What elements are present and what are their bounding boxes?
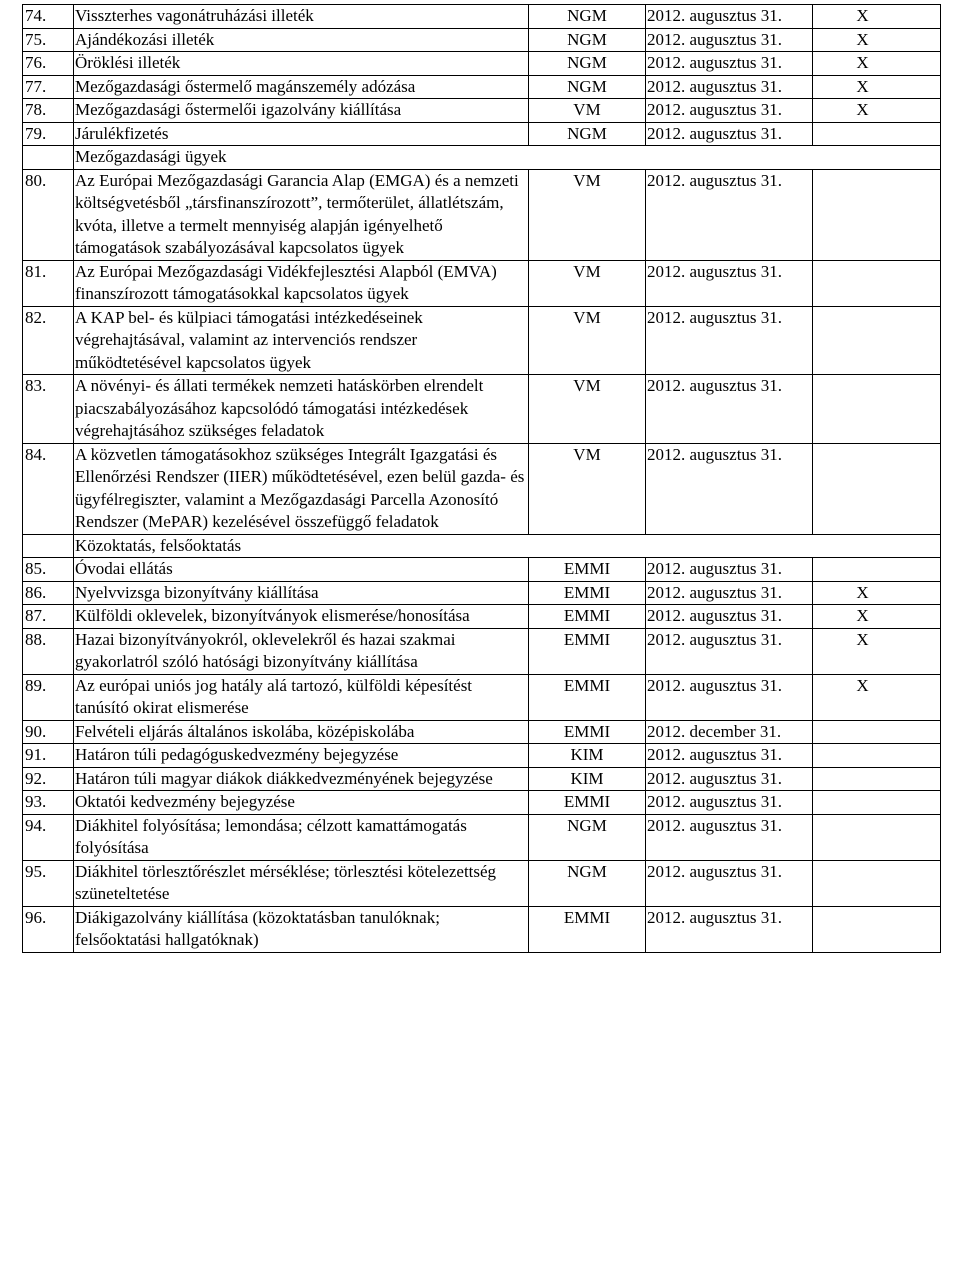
row-deadline: 2012. augusztus 31. [646, 99, 813, 123]
row-mark [813, 306, 941, 375]
table-row [23, 169, 941, 260]
row-deadline: 2012. augusztus 31. [646, 122, 813, 146]
procedure-table-body [23, 5, 941, 953]
table-row [23, 443, 941, 534]
table-row [23, 906, 941, 952]
row-ministry: EMMI [529, 720, 646, 744]
table-row [23, 558, 941, 582]
row-mark [813, 260, 941, 306]
row-number: 80. [23, 169, 74, 260]
row-ministry: NGM [529, 814, 646, 860]
table-row [23, 860, 941, 906]
row-description: Visszterhes vagonátruházási illeték [74, 5, 529, 29]
row-description: Járulékfizetés [74, 122, 529, 146]
row-ministry: NGM [529, 5, 646, 29]
row-deadline: 2012. augusztus 31. [646, 558, 813, 582]
row-deadline: 2012. augusztus 31. [646, 260, 813, 306]
row-ministry: EMMI [529, 605, 646, 629]
section-title: Mezőgazdasági ügyek [74, 146, 941, 170]
section-number-cell [23, 146, 74, 170]
row-number: 95. [23, 860, 74, 906]
row-mark: X [813, 99, 941, 123]
row-description: Határon túli magyar diákok diákkedvezményének bejegyzése [74, 767, 529, 791]
row-deadline: 2012. augusztus 31. [646, 28, 813, 52]
row-mark: X [813, 581, 941, 605]
row-description: A növényi- és állati termékek nemzeti hatáskörben elrendelt piacszabályozásához kapcsolódó támogatási intézkedések végrehajtásához szükséges feladatok [74, 375, 529, 444]
row-deadline: 2012. augusztus 31. [646, 75, 813, 99]
row-number: 96. [23, 906, 74, 952]
row-mark [813, 720, 941, 744]
row-deadline: 2012. augusztus 31. [646, 674, 813, 720]
row-number: 81. [23, 260, 74, 306]
row-ministry: NGM [529, 52, 646, 76]
row-number: 76. [23, 52, 74, 76]
table-row [23, 375, 941, 444]
row-number: 79. [23, 122, 74, 146]
table-row [23, 814, 941, 860]
table-row [23, 605, 941, 629]
row-number: 83. [23, 375, 74, 444]
row-mark [813, 443, 941, 534]
row-deadline: 2012. augusztus 31. [646, 375, 813, 444]
row-ministry: EMMI [529, 906, 646, 952]
row-number: 86. [23, 581, 74, 605]
row-mark: X [813, 605, 941, 629]
row-ministry: KIM [529, 767, 646, 791]
section-title: Közoktatás, felsőoktatás [74, 534, 941, 558]
row-deadline: 2012. augusztus 31. [646, 443, 813, 534]
row-number: 85. [23, 558, 74, 582]
procedure-table [22, 4, 941, 953]
table-row [23, 744, 941, 768]
row-ministry: EMMI [529, 628, 646, 674]
row-deadline: 2012. augusztus 31. [646, 767, 813, 791]
row-description: Diákhitel törlesztőrészlet mérséklése; törlesztési kötelezettség szüneteltetése [74, 860, 529, 906]
section-header-row [23, 146, 941, 170]
row-mark: X [813, 28, 941, 52]
row-description: Óvodai ellátás [74, 558, 529, 582]
row-ministry: VM [529, 260, 646, 306]
row-mark [813, 767, 941, 791]
row-mark [813, 814, 941, 860]
row-ministry: NGM [529, 860, 646, 906]
table-row [23, 628, 941, 674]
row-deadline: 2012. augusztus 31. [646, 628, 813, 674]
row-description: Diákigazolvány kiállítása (közoktatásban tanulóknak; felsőoktatási hallgatóknak) [74, 906, 529, 952]
row-ministry: NGM [529, 122, 646, 146]
row-deadline: 2012. augusztus 31. [646, 814, 813, 860]
row-number: 88. [23, 628, 74, 674]
table-row [23, 260, 941, 306]
table-row [23, 306, 941, 375]
row-number: 89. [23, 674, 74, 720]
table-row [23, 791, 941, 815]
row-mark: X [813, 5, 941, 29]
table-row [23, 581, 941, 605]
row-number: 82. [23, 306, 74, 375]
row-mark: X [813, 674, 941, 720]
row-description: Nyelvvizsga bizonyítvány kiállítása [74, 581, 529, 605]
row-mark [813, 744, 941, 768]
row-description: Az Európai Mezőgazdasági Vidékfejlesztési Alapból (EMVA) finanszírozott támogatásokkal kapcsolatos ügyek [74, 260, 529, 306]
row-number: 93. [23, 791, 74, 815]
row-deadline: 2012. december 31. [646, 720, 813, 744]
row-description: Felvételi eljárás általános iskolába, középiskolába [74, 720, 529, 744]
row-number: 94. [23, 814, 74, 860]
row-ministry: VM [529, 306, 646, 375]
row-deadline: 2012. augusztus 31. [646, 581, 813, 605]
row-ministry: KIM [529, 744, 646, 768]
row-ministry: NGM [529, 28, 646, 52]
row-description: Ajándékozási illeték [74, 28, 529, 52]
row-ministry: VM [529, 99, 646, 123]
row-description: Öröklési illeték [74, 52, 529, 76]
table-row [23, 75, 941, 99]
row-number: 78. [23, 99, 74, 123]
table-row [23, 99, 941, 123]
table-row [23, 767, 941, 791]
row-ministry: VM [529, 169, 646, 260]
row-deadline: 2012. augusztus 31. [646, 860, 813, 906]
row-mark [813, 906, 941, 952]
row-mark [813, 375, 941, 444]
row-mark [813, 791, 941, 815]
row-deadline: 2012. augusztus 31. [646, 744, 813, 768]
row-description: Diákhitel folyósítása; lemondása; célzott kamattámogatás folyósítása [74, 814, 529, 860]
row-mark [813, 169, 941, 260]
table-row [23, 52, 941, 76]
row-mark: X [813, 52, 941, 76]
row-mark: X [813, 628, 941, 674]
table-row [23, 674, 941, 720]
row-deadline: 2012. augusztus 31. [646, 605, 813, 629]
row-description: Az Európai Mezőgazdasági Garancia Alap (EMGA) és a nemzeti költségvetésből „társfinanszírozott”, termőterület, állatlétszám, kvóta, illetve a termelt mennyiség alapján igényelhető támogatások szabályozásával kapcsolatos ügyek [74, 169, 529, 260]
row-description: Határon túli pedagóguskedvezmény bejegyzése [74, 744, 529, 768]
table-row [23, 720, 941, 744]
row-description: Az európai uniós jog hatály alá tartozó, külföldi képesítést tanúsító okirat elismerése [74, 674, 529, 720]
row-number: 84. [23, 443, 74, 534]
table-row [23, 5, 941, 29]
row-deadline: 2012. augusztus 31. [646, 169, 813, 260]
row-number: 90. [23, 720, 74, 744]
row-mark [813, 122, 941, 146]
row-deadline: 2012. augusztus 31. [646, 791, 813, 815]
table-row [23, 28, 941, 52]
row-deadline: 2012. augusztus 31. [646, 52, 813, 76]
row-number: 91. [23, 744, 74, 768]
section-number-cell [23, 534, 74, 558]
row-description: Hazai bizonyítványokról, oklevelekről és hazai szakmai gyakorlatról szóló hatósági bizonyítvány kiállítása [74, 628, 529, 674]
row-description: Külföldi oklevelek, bizonyítványok elismerése/honosítása [74, 605, 529, 629]
row-description: A közvetlen támogatásokhoz szükséges Integrált Igazgatási és Ellenőrzési Rendszer (IIER) működtetésével, ezen belül gazda- és ügyfélregiszter, valamint a Mezőgazdasági Parcella Azonosító Rendszer (MePAR) kezelésével összefüggő feladatok [74, 443, 529, 534]
row-ministry: VM [529, 375, 646, 444]
row-number: 87. [23, 605, 74, 629]
row-ministry: NGM [529, 75, 646, 99]
row-number: 92. [23, 767, 74, 791]
row-description: A KAP bel- és külpiaci támogatási intézkedéseinek végrehajtásával, valamint az intervenciós rendszer működtetésével kapcsolatos ügyek [74, 306, 529, 375]
row-ministry: EMMI [529, 674, 646, 720]
row-number: 74. [23, 5, 74, 29]
row-ministry: EMMI [529, 791, 646, 815]
row-ministry: EMMI [529, 581, 646, 605]
row-number: 75. [23, 28, 74, 52]
row-description: Mezőgazdasági őstermelői igazolvány kiállítása [74, 99, 529, 123]
row-ministry: VM [529, 443, 646, 534]
section-header-row [23, 534, 941, 558]
row-mark [813, 860, 941, 906]
table-row [23, 122, 941, 146]
row-deadline: 2012. augusztus 31. [646, 306, 813, 375]
row-description: Oktatói kedvezmény bejegyzése [74, 791, 529, 815]
row-ministry: EMMI [529, 558, 646, 582]
row-mark [813, 558, 941, 582]
row-deadline: 2012. augusztus 31. [646, 906, 813, 952]
row-number: 77. [23, 75, 74, 99]
row-description: Mezőgazdasági őstermelő magánszemély adózása [74, 75, 529, 99]
row-deadline: 2012. augusztus 31. [646, 5, 813, 29]
row-mark: X [813, 75, 941, 99]
